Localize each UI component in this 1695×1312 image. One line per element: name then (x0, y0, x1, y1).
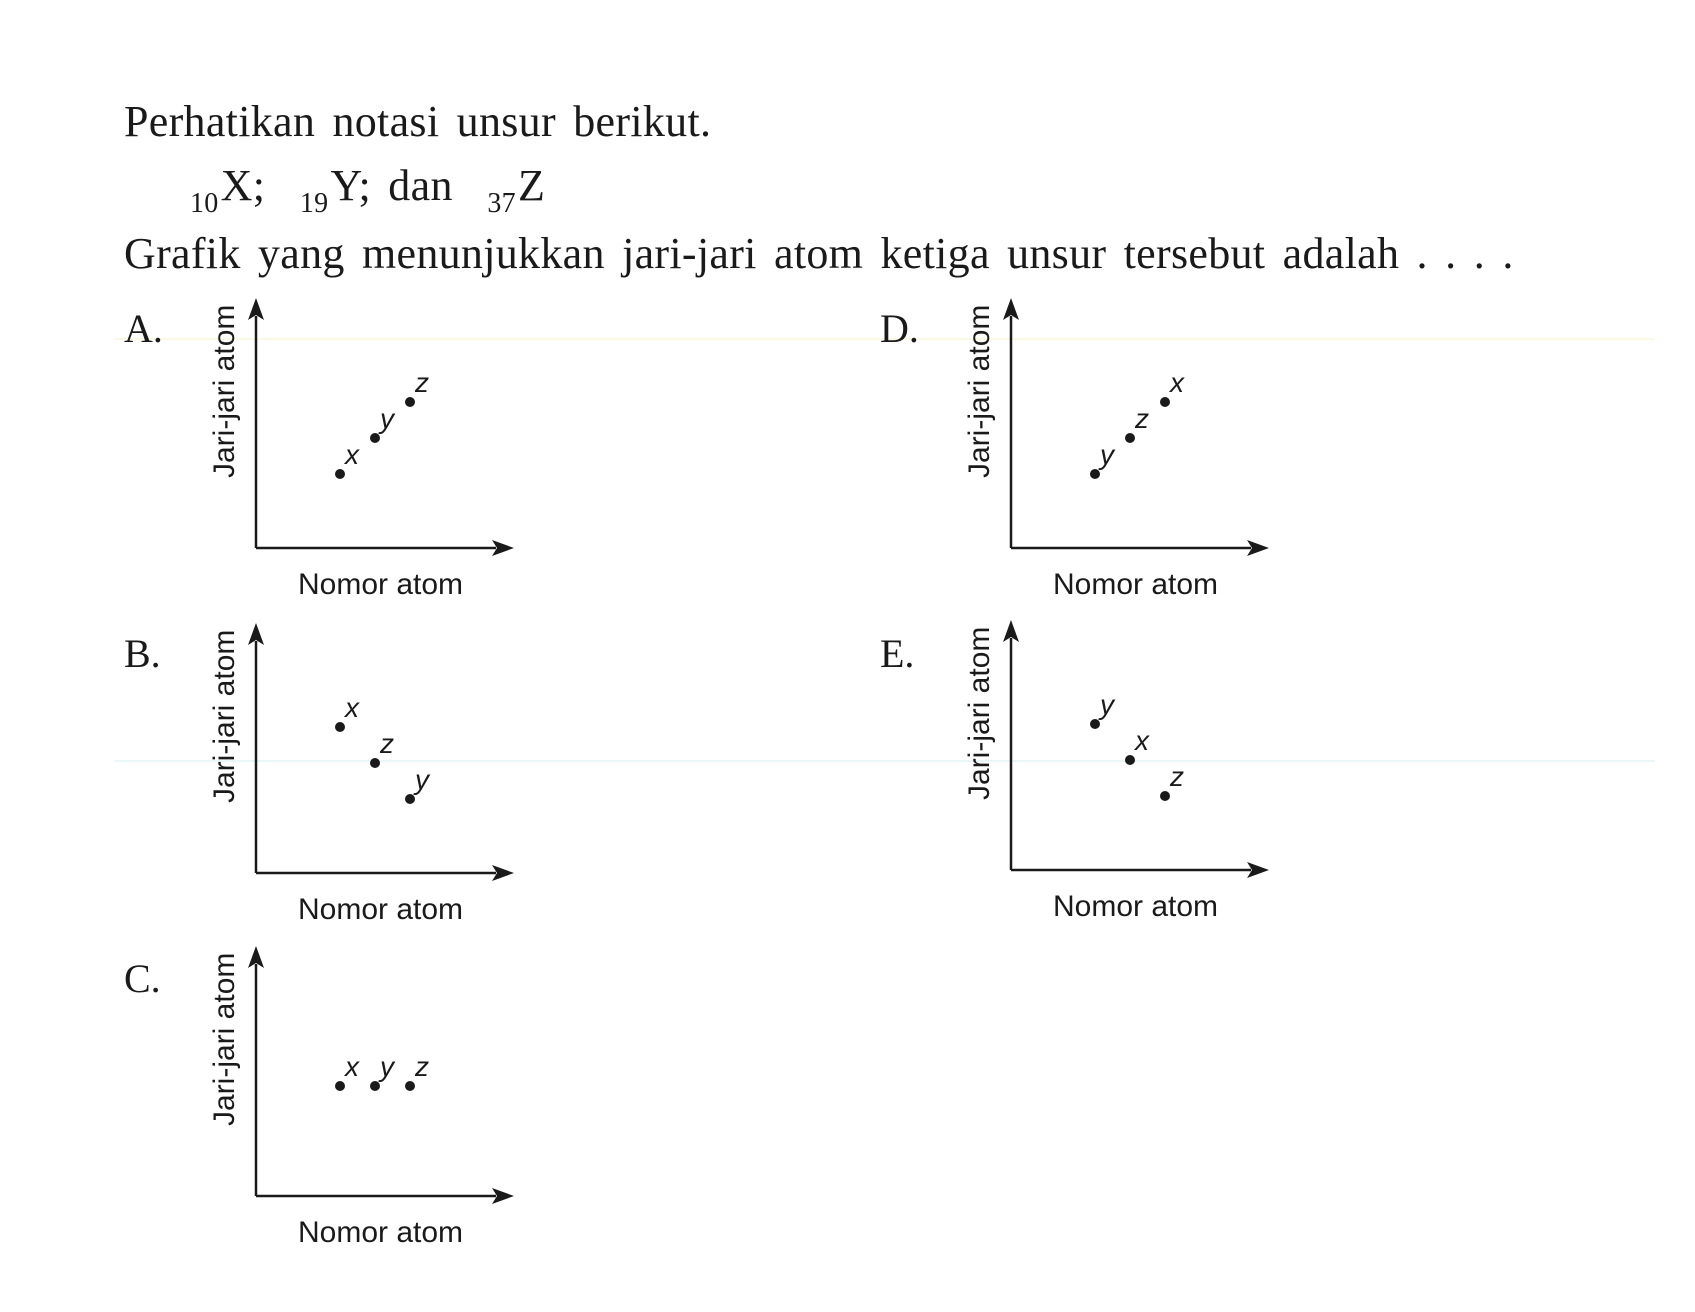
data-point-label-z: z (415, 367, 429, 398)
question-prompt: Grafik yang menunjukkan jari-jari atom ketiga unsur tersebut adalah . . . . (124, 229, 1514, 278)
data-point-x (335, 722, 345, 732)
data-point-z (1125, 433, 1135, 443)
option-e-graph (963, 622, 1335, 923)
option-c-plot (250, 948, 580, 1248)
option-e-letter: E. (880, 631, 915, 676)
data-point-x (1160, 397, 1170, 407)
data-point-label-x: x (1135, 725, 1149, 756)
data-point-y (370, 433, 380, 443)
data-point-y (370, 1081, 380, 1091)
data-point-label-z: z (415, 1051, 429, 1082)
y-axis-label: Jari-jari atom (208, 952, 241, 1126)
data-point-label-x: x (345, 1051, 359, 1082)
data-point-z (405, 397, 415, 407)
data-point-x (1125, 755, 1135, 765)
option-d-letter: D. (880, 306, 919, 351)
data-point-label-x: x (345, 439, 359, 470)
y-axis-label: Jari-jari atom (963, 626, 996, 800)
data-point-label-z: z (1135, 403, 1149, 434)
data-point-y (1090, 719, 1100, 729)
y-axis-label: Jari-jari atom (963, 304, 996, 478)
x-axis-label: Nomor atom (298, 893, 464, 926)
data-point-label-z: z (380, 728, 394, 759)
data-point-z (405, 1081, 415, 1091)
option-c-graph (208, 948, 580, 1249)
option-b-graph (208, 625, 580, 926)
data-point-label-y: y (1100, 689, 1114, 720)
data-point-z (1160, 791, 1170, 801)
notation-y: $_{19}$Y; dan (299, 161, 453, 219)
data-point-x (335, 1081, 345, 1091)
data-point-x (335, 469, 345, 479)
data-point-label-y: y (1100, 439, 1114, 470)
option-d-graph (963, 300, 1335, 601)
notation-z: $_{37}$Z (487, 161, 546, 219)
data-point-label-y: y (415, 764, 429, 795)
data-point-label-y: y (380, 403, 394, 434)
data-point-label-y: y (380, 1051, 394, 1082)
option-a-graph (208, 300, 580, 601)
y-axis-label: Jari-jari atom (208, 629, 241, 803)
option-c-letter: C. (124, 956, 161, 1001)
data-point-y (1090, 469, 1100, 479)
notation-x: $_{10}$X; (190, 161, 266, 219)
x-axis-label: Nomor atom (1053, 568, 1219, 601)
data-point-label-x: x (345, 692, 359, 723)
element-notation (190, 160, 546, 219)
data-point-y (405, 794, 415, 804)
data-point-label-x: x (1170, 367, 1184, 398)
x-axis-label: Nomor atom (1053, 890, 1219, 923)
y-axis-label: Jari-jari atom (208, 304, 241, 478)
x-axis-label: Nomor atom (298, 1216, 464, 1249)
option-d-plot (1005, 300, 1335, 600)
option-b-plot (250, 625, 580, 925)
option-a-letter: A. (124, 306, 163, 351)
option-e-plot (1005, 622, 1335, 922)
x-axis-label: Nomor atom (298, 568, 464, 601)
option-b-letter: B. (124, 631, 161, 676)
data-point-z (370, 758, 380, 768)
option-a-plot (250, 300, 580, 600)
data-point-label-z: z (1170, 761, 1184, 792)
question-intro: Perhatikan notasi unsur berikut. (124, 97, 712, 146)
